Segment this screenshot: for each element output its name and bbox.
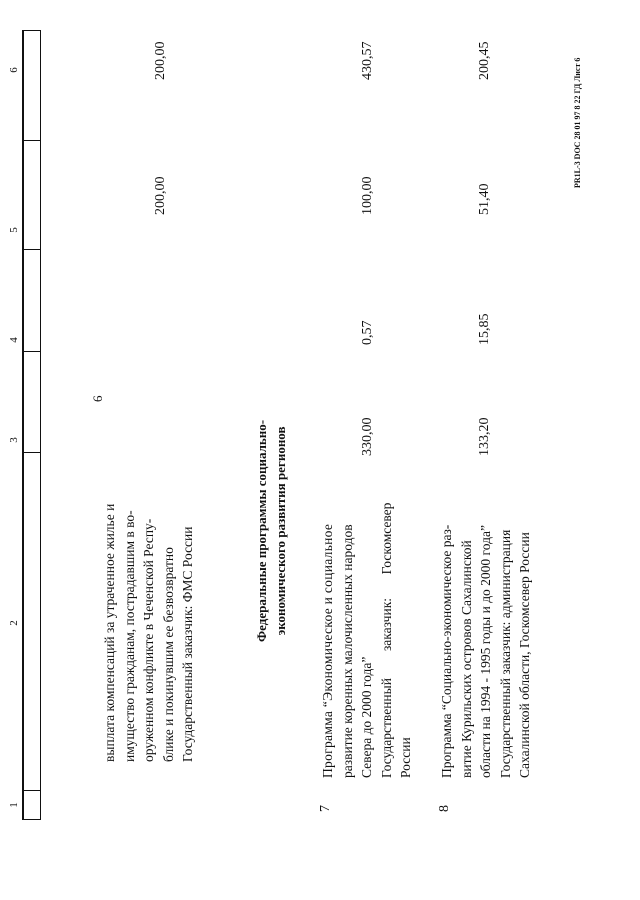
table-row-text: Программа “Социально-экономическое раз- витие Курильских островов Сахалинской области на 1994 - 1995 годы и до 2000 года” Государственный заказчик: администрация Сахалинской области, Госкомсевер России [439,524,532,778]
column-header-1: 1 [8,802,20,808]
column-header-5: 5 [8,227,20,233]
column-divider [22,249,40,250]
table-header-divider [40,30,41,820]
row-8-number: 8 [437,805,452,812]
row-8-col6: 200,45 [477,41,492,80]
column-divider [22,819,40,820]
column-divider [22,790,40,791]
row-7-col5: 100,00 [360,176,375,215]
column-divider [22,140,40,141]
table-row-text: Программа “Экономическое и социальное развитие коренных малочисленных народов Севера до 2000 года” Государственный заказчик: Госкомсевер России [320,502,413,778]
column-header-2: 2 [8,620,20,626]
row-8-col5: 51,40 [477,183,492,215]
column-divider [22,452,40,453]
column-divider [22,351,40,352]
table-top-border [22,30,24,820]
page-number: 6 [90,395,105,402]
section-heading: Федеральные программы социально- экономического развития регионов [254,419,288,642]
row-8-col3: 133,20 [477,417,492,456]
document-footer: PR1L-3 DOC 28 01 97 8 22 ГД Лист 6 [573,57,582,188]
row-0-col5: 200,00 [153,176,168,215]
row-7-col4: 0,57 [360,320,375,345]
column-header-3: 3 [8,437,20,443]
row-8-col4: 15,85 [477,313,492,345]
column-divider [22,30,40,31]
row-7-col6: 430,57 [360,41,375,80]
row-7-number: 7 [318,805,333,812]
row-7-col3: 330,00 [360,417,375,456]
column-header-6: 6 [8,67,20,73]
table-row-text: выплата компенсаций за утраченное жилье и имущество гражданам, пострадавшим в во- оруженном конфликте в Чеченской Респу- блике и покинувшим ее безвозвратно Государственный заказчик: ФМС России [102,503,195,762]
column-header-4: 4 [8,337,20,343]
row-0-col6: 200,00 [153,41,168,80]
